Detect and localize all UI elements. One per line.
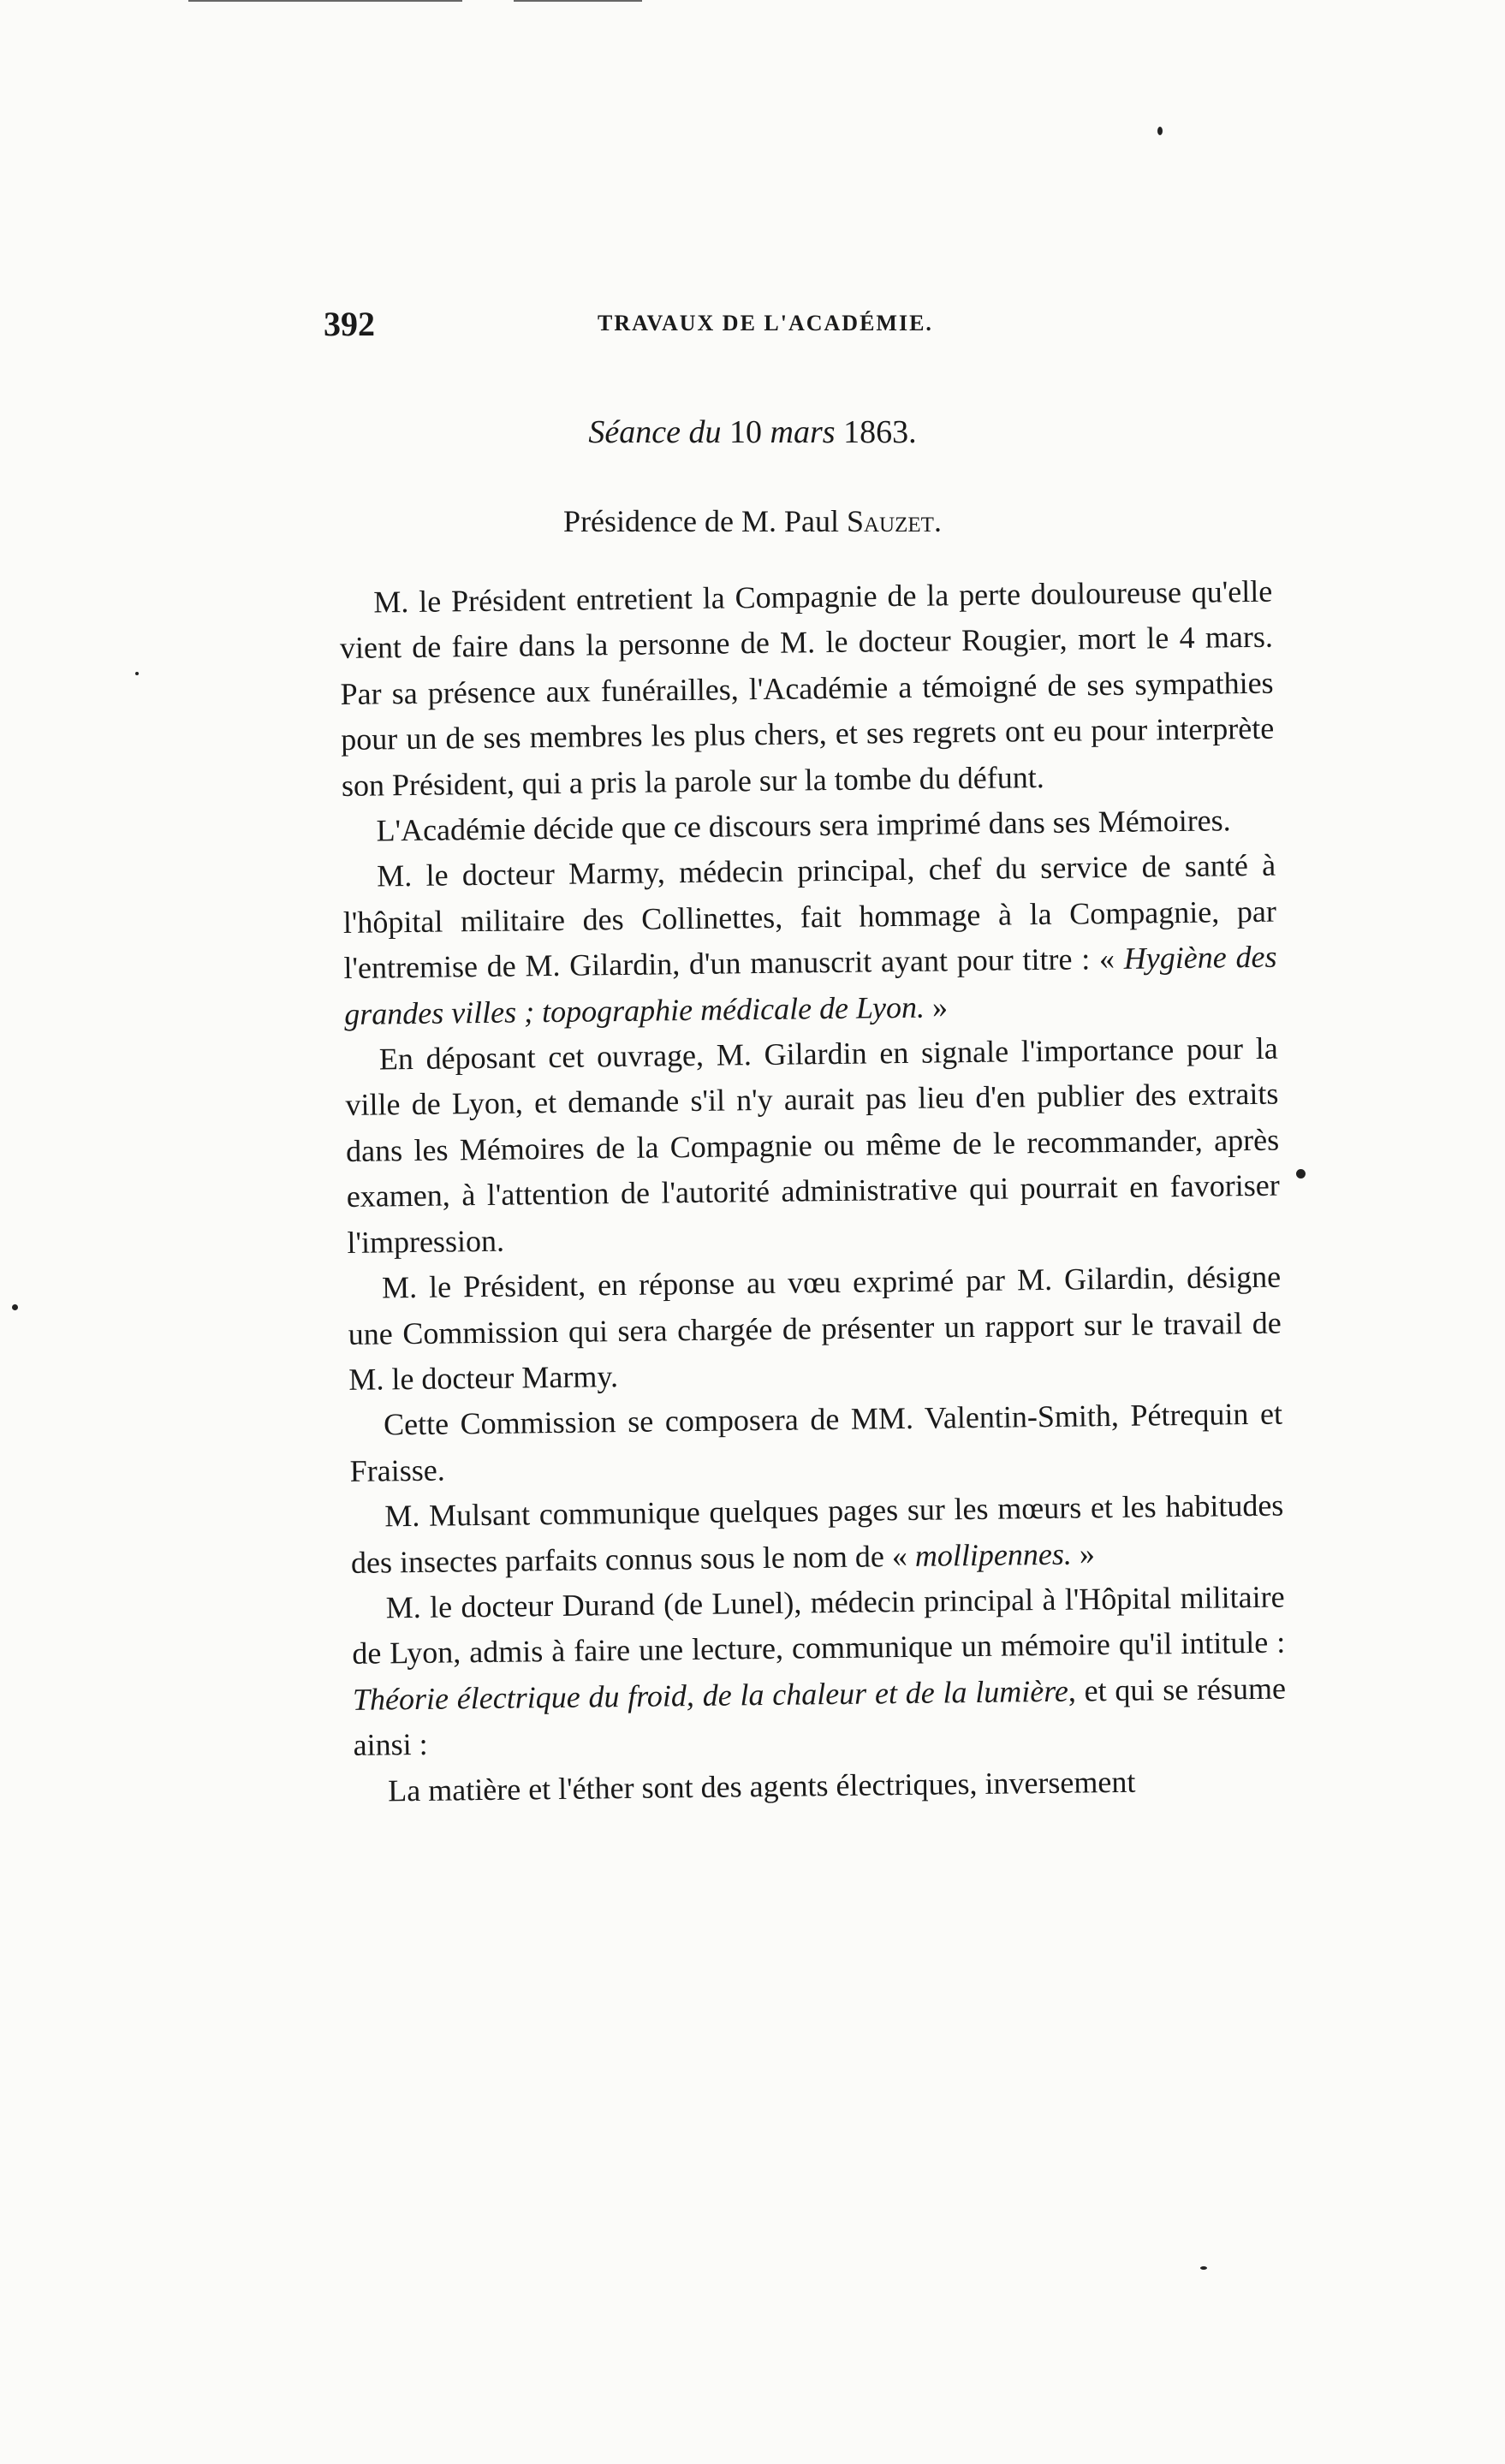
paragraph-gilardin: En déposant cet ouvrage, M. Gilardin en signale l'importance pour la ville de Lyon, et demande s'il n'y aurait pas lieu d'en publier des extraits dans les Mémoires de la Compagnie ou même de le recommander, après examen, à l'attention de l'autorité administrative qui pourrait en favoriser l'impression.	[345, 1030, 1280, 1260]
presidency-suffix: .	[933, 504, 942, 538]
running-head: TRAVAUX DE L'ACADÉMIE.	[598, 311, 933, 335]
ink-speck	[1200, 2266, 1207, 2270]
scan-edge-mark	[514, 0, 642, 2]
paragraph-members: Cette Commission se composera de MM. Valentin-Smith, Pétrequin et Fraisse.	[349, 1396, 1283, 1488]
paragraph-matter-ether: La matière et l'éther sont des agents électriques, inversement	[388, 1764, 1136, 1808]
ink-speck	[1296, 1169, 1306, 1179]
president-name: Sauzet	[846, 504, 934, 538]
quote-close: »	[1071, 1535, 1096, 1571]
paragraph-decision: L'Académie décide que ce discours sera imprimé dans ses Mémoires.	[376, 803, 1231, 848]
ink-speck	[12, 1304, 18, 1310]
page-number: 392	[324, 305, 375, 343]
paragraph-durand	[351, 1575, 1287, 1769]
paragraph-durand-text: M. le docteur Durand (de Lunel), médecin principal à l'Hôpital militaire de Lyon, admis à faire une lecture, communique un mémoire qu'il intitule :	[352, 1579, 1286, 1671]
session-title	[0, 413, 1505, 451]
paragraph-marmy-text: M. le docteur Marmy, médecin principal, chef du service de santé à l'hôpital militaire des Collinettes, fait hommage à la Compagnie, par l'entremise de M. Gilardin, d'un manuscrit ayant pour titre : «	[342, 848, 1277, 986]
body-text	[339, 569, 1288, 1814]
ink-speck	[1157, 127, 1163, 135]
session-year: 1863.	[843, 414, 917, 450]
ink-speck	[135, 672, 139, 675]
session-month: mars	[770, 414, 836, 450]
session-day: 10	[729, 414, 763, 450]
paragraph-marmy-gift	[342, 843, 1278, 1037]
page-header	[324, 304, 1274, 355]
presidency-prefix: Présidence de M. Paul	[563, 504, 839, 538]
paragraph-mulsant	[350, 1483, 1284, 1586]
quote-close: »	[924, 989, 949, 1024]
presidency-line	[0, 503, 1505, 539]
session-prefix: Séance du	[588, 414, 722, 450]
paragraph-mulsant-text: M. Mulsant communique quelques pages sur les mœurs et les habitudes des insectes parfaits connus sous le nom de «	[350, 1487, 1284, 1580]
paragraph-commission: M. le Président, en réponse au vœu exprimé par M. Gilardin, désigne une Commission qui sera chargée de présenter un rapport sur le travail de M. le docteur Marmy.	[348, 1259, 1282, 1397]
insect-term: mollipennes.	[914, 1536, 1073, 1573]
memoir-title: Théorie électrique du froid, de la chaleur et de la lumière	[352, 1673, 1069, 1717]
paragraph-durand-end: , et qui se résume ainsi :	[353, 1671, 1287, 1763]
scan-edge-mark	[188, 0, 462, 2]
manuscript-title: Hygiène des grandes villes ; topographie médicale de Lyon.	[343, 939, 1277, 1031]
paragraph-condolence: M. le Président entretient la Compagnie de la perte douloureuse qu'elle vient de faire dans la personne de M. le docteur Rougier, mort le 4 mars. Par sa présence aux funérailles, l'Académie a témoigné de ses sympathies pour un de ses membres les plus chers, et ses regrets ont eu pour interprète son Président, qui a pris la parole sur la tombe du défunt.	[339, 573, 1275, 803]
